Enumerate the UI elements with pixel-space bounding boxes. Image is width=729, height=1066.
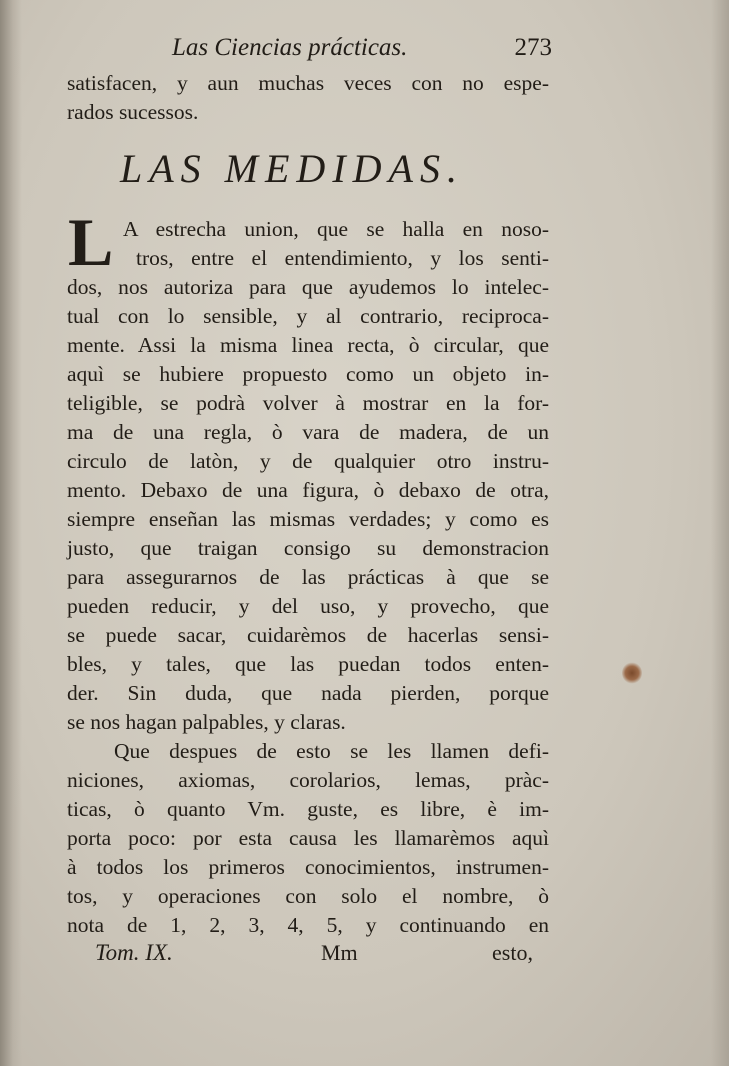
text-line: niciones, axiomas, corolarios, lemas, pràc- <box>67 768 549 792</box>
signature-mark: Mm <box>321 940 358 965</box>
text-line: ticas, ò quanto Vm. guste, es libre, è im- <box>67 797 549 821</box>
text-line: porta poco: por esta causa les llamarèmos aquì <box>67 826 549 850</box>
text-line: tros, entre el entendimiento, y los senti- <box>136 246 549 270</box>
page-number: 273 <box>514 34 552 61</box>
text-line: tos, y operaciones con solo el nombre, ò <box>67 884 549 908</box>
text-line: der. Sin duda, que nada pierden, porque <box>67 681 549 705</box>
text-line: satisfacen, y aun muchas veces con no espe- <box>67 71 549 95</box>
text-line: à todos los primeros conocimientos, instrumen- <box>67 855 549 879</box>
running-title: Las Ciencias prácticas. <box>172 34 408 61</box>
text-line: aquì se hubiere propuesto como un objeto in- <box>67 362 549 386</box>
text-line: rados sucessos. <box>67 100 199 124</box>
foxing-stain <box>622 662 642 684</box>
text-line: mente. Assi la misma linea recta, ò circular, que <box>67 333 549 357</box>
text-line: justo, que traigan consigo su demonstracion <box>67 536 549 560</box>
page-gutter-shadow <box>0 0 22 1066</box>
section-heading: LAS MEDIDAS. <box>120 146 464 191</box>
text-line: ma de una regla, ò vara de madera, de un <box>67 420 549 444</box>
text-line: Que despues de esto se les llamen defi- <box>114 739 549 763</box>
text-line: se puede sacar, cuidarèmos de hacerlas sensi- <box>67 623 549 647</box>
text-line: A estrecha union, que se halla en noso- <box>123 217 549 241</box>
page-footer <box>95 940 533 970</box>
text-line: teligible, se podrà volver à mostrar en la for- <box>67 391 549 415</box>
text-line: mento. Debaxo de una figura, ò debaxo de otra, <box>67 478 549 502</box>
text-line: pueden reducir, y del uso, y provecho, que <box>67 594 549 618</box>
text-line: siempre enseñan las mismas verdades; y como es <box>67 507 549 531</box>
text-line: para assegurarnos de las prácticas à que se <box>67 565 549 589</box>
text-line: bles, y tales, que las puedan todos enten- <box>67 652 549 676</box>
text-line: circulo de latòn, y de qualquier otro instru- <box>67 449 549 473</box>
catchword: esto, <box>492 940 533 965</box>
text-line: se nos hagan palpables, y claras. <box>67 710 346 734</box>
page-edge-shadow <box>711 0 729 1066</box>
volume-marker: Tom. IX. <box>95 940 173 965</box>
running-head <box>172 34 552 68</box>
text-line: nota de 1, 2, 3, 4, 5, y continuando en <box>67 913 549 937</box>
text-line: tual con lo sensible, y al contrario, reciproca- <box>67 304 549 328</box>
drop-cap: L <box>68 204 114 280</box>
text-line: dos, nos autoriza para que ayudemos lo intelec- <box>67 275 549 299</box>
